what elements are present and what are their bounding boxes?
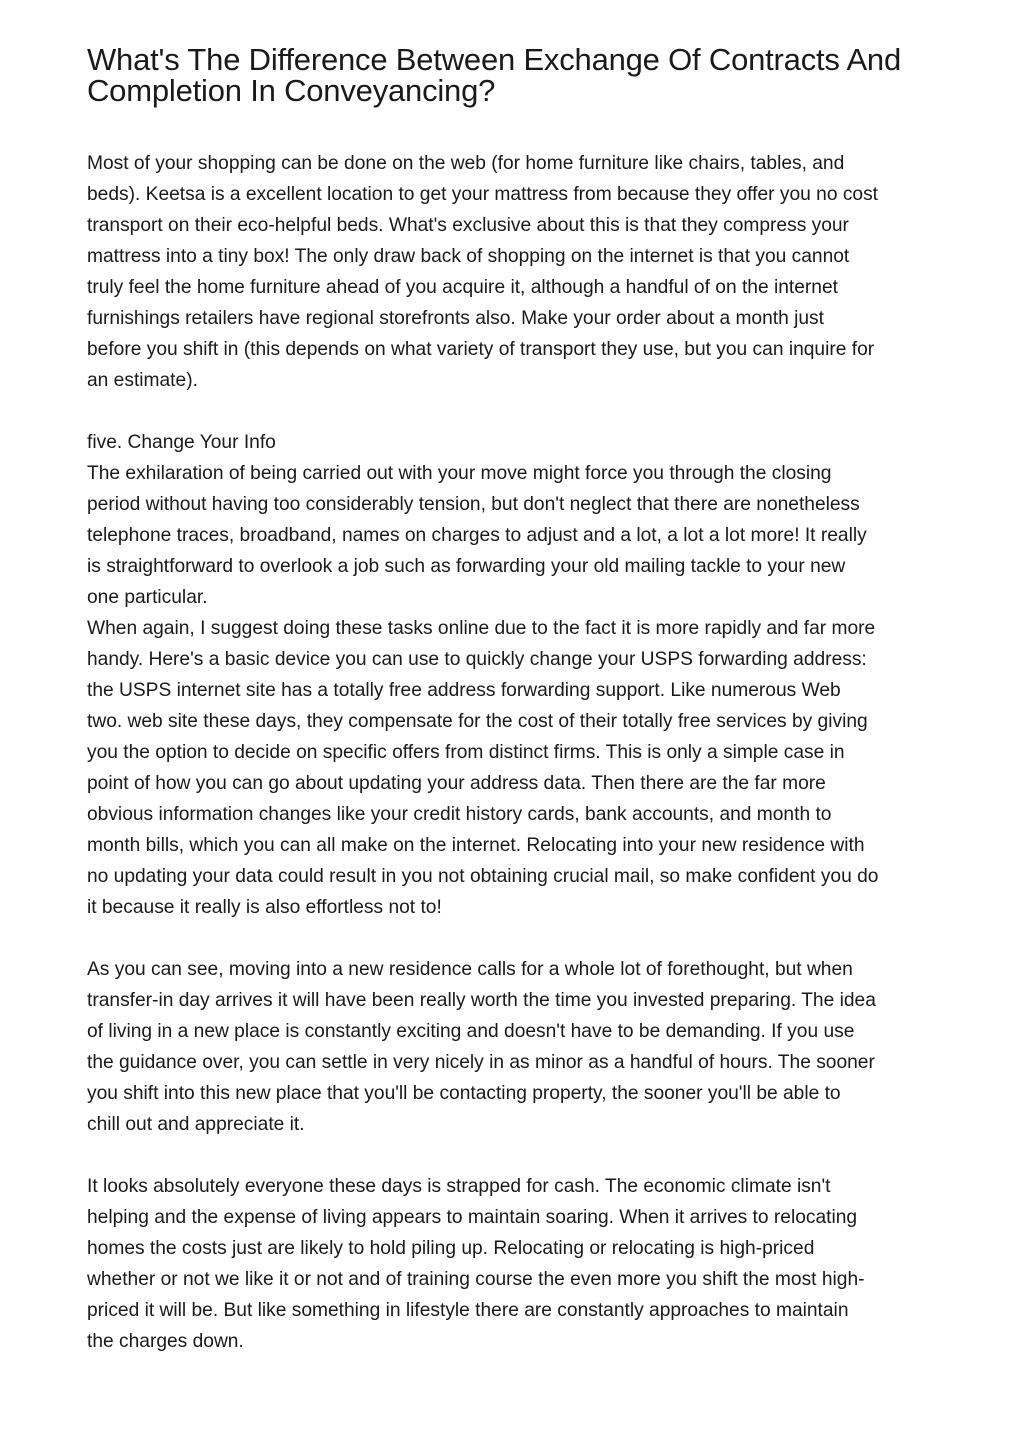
paragraph-1 [87,148,947,396]
text-line: Most of your shopping can be done on the web (for home furniture like chairs, tables, and [87,153,845,174]
document-page [87,44,947,1388]
text-line: mattress into a tiny box! The only draw back of shopping on the internet is that you cannot [87,246,850,267]
text-line: you the option to decide on specific offers from distinct firms. This is only a simple case in [87,742,845,763]
text-line: homes the costs just are likely to hold piling up. Relocating or relocating is high-priced [87,1238,815,1259]
section-change-your-info [87,427,947,923]
text-line: no updating your data could result in you not obtaining crucial mail, so make confident you do [87,866,879,887]
text-line: As you can see, moving into a new residence calls for a whole lot of forethought, but when [87,959,853,980]
paragraph-5 [87,1171,947,1357]
text-line: two. web site these days, they compensate for the cost of their totally free services by giving [87,711,868,732]
text-line: an estimate). [87,370,198,391]
title-line: What's The Difference Between Exchange Of Contracts And [87,42,901,77]
paragraph-4 [87,954,947,1140]
text-line: telephone traces, broadband, names on charges to adjust and a lot, a lot a lot more! It really [87,525,867,546]
text-line: When again, I suggest doing these tasks online due to the fact it is more rapidly and far more [87,618,876,639]
text-line: chill out and appreciate it. [87,1114,305,1135]
text-line: point of how you can go about updating your address data. Then there are the far more [87,773,826,794]
text-line: transport on their eco-helpful beds. What's exclusive about this is that they compress your [87,215,849,236]
text-line: the USPS internet site has a totally free address forwarding support. Like numerous Web [87,680,841,701]
text-line: before you shift in (this depends on what variety of transport they use, but you can inquire for [87,339,875,360]
text-line: month bills, which you can all make on the internet. Relocating into your new residence with [87,835,865,856]
title-line: Completion In Conveyancing? [87,73,496,108]
text-line: the charges down. [87,1331,244,1352]
text-line: furnishings retailers have regional storefronts also. Make your order about a month just [87,308,824,329]
text-line: the guidance over, you can settle in very nicely in as minor as a handful of hours. The sooner [87,1052,875,1073]
document-title [87,44,947,106]
text-line: handy. Here's a basic device you can use to quickly change your USPS forwarding address: [87,649,867,670]
text-line: priced it will be. But like something in lifestyle there are constantly approaches to maintain [87,1300,849,1321]
text-line: transfer-in day arrives it will have been really worth the time you invested preparing. The idea [87,990,876,1011]
text-line: whether or not we like it or not and of training course the even more you shift the most high- [87,1269,865,1290]
text-line: truly feel the home furniture ahead of you acquire it, although a handful of on the internet [87,277,838,298]
text-line: It looks absolutely everyone these days is strapped for cash. The economic climate isn't [87,1176,831,1197]
text-line: The exhilaration of being carried out with your move might force you through the closing [87,463,832,484]
text-line: helping and the expense of living appears to maintain soaring. When it arrives to relocating [87,1207,858,1228]
text-line: of living in a new place is constantly exciting and doesn't have to be demanding. If you use [87,1021,855,1042]
text-line: obvious information changes like your credit history cards, bank accounts, and month to [87,804,832,825]
section-heading: five. Change Your Info [87,432,276,453]
text-line: you shift into this new place that you'll be contacting property, the sooner you'll be able to [87,1083,841,1104]
text-line: one particular. [87,587,208,608]
text-line: period without having too considerably tension, but don't neglect that there are nonetheless [87,494,860,515]
text-line: beds). Keetsa is a excellent location to get your mattress from because they offer you no cost [87,184,879,205]
text-line: is straightforward to overlook a job such as forwarding your old mailing tackle to your new [87,556,846,577]
text-line: it because it really is also effortless not to! [87,897,442,918]
